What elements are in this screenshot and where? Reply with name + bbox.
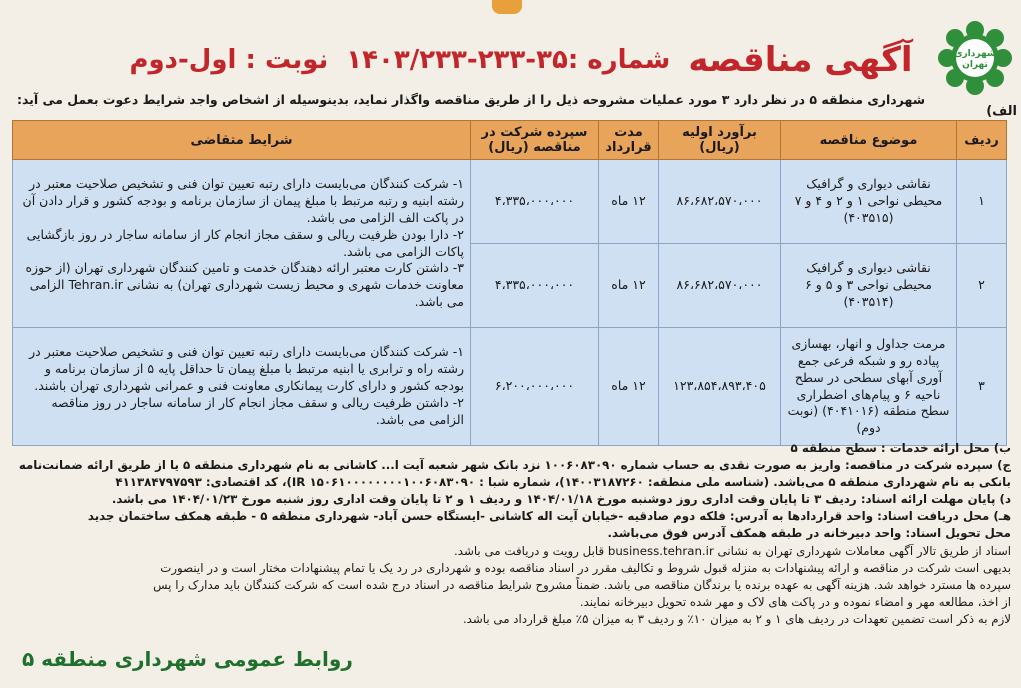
svg-text:تهران: تهران xyxy=(962,60,988,70)
row-conditions-shared: ۱- شرکت کنندگان می‌بایست دارای رتبه تعیین توان فنی و تشخیص صلاحیت معتبر در رشته ابنیه و رتبه مرتبط با مبلغ پیمان از سازمان برنامه و بودجه کشور و قرار دادن آن در پاکت الف الزامی می باشد. ۲- دارا بودن ظرفیت ریالی و سقف مجاز انجام کار از سامانه ساجار در روز بازگشایی پاکات الزامی می باشد. ۳- داشتن کارت معتبر ارائه دهندگان خدمت و تامین کنندگان شهرداری تهران (از حوزه معاونت خدمات شهری و محیط زیست شهرداری تهران) به نشانی Tehran.ir الزامی می باشد. xyxy=(13,160,471,328)
col-header-deposit: سپرده شرکت در مناقصه (ریال) xyxy=(471,121,599,160)
terms-line3: از اخذ، مطالعه مهر و امضاء نموده و در پاکت های لاک و مهر شده تحویل دبیرخانه نمایند. xyxy=(579,594,1011,609)
col-header-estimate: برآورد اولیه (ریال) xyxy=(659,121,781,160)
row-estimate: ۸۶،۶۸۲،۵۷۰،۰۰۰ xyxy=(659,160,781,244)
guarantee-note: لازم به ذکر است تضمین تعهدات در ردیف های ۱ و ۲ به میزان ۱۰٪ و ردیف ۳ به میزان ۵٪ مبلغ قرارداد می باشد. xyxy=(462,611,1011,626)
svg-text:شهرداری: شهرداری xyxy=(954,49,996,59)
row-duration: ۱۲ ماه xyxy=(599,160,659,244)
row-duration: ۱۲ ماه xyxy=(599,244,659,328)
public-relations-signoff: روابط عمومی شهرداری منطقه ۵ xyxy=(22,647,353,671)
row-num: ۳ xyxy=(957,328,1007,446)
footer-terms xyxy=(11,440,1011,628)
tender-table xyxy=(12,120,1007,446)
deadline-info: د) پایان مهلت ارائه اسناد: ردیف ۳ تا پایان وقت اداری روز دوشنبه مورخ ۱۴۰۴/۰۱/۱۸ و ردیف ۱ و ۲ تا پایان وقت اداری روز شنبه مورخ ۱۴۰۴/۰۱/۲۳ می باشد. xyxy=(111,492,1011,507)
table-header-row xyxy=(13,121,1007,160)
page-tab-marker xyxy=(492,0,522,14)
tehran-municipality-logo xyxy=(937,20,1013,96)
row-subject: مرمت جداول و انهار، بهسازی پیاده رو و شبکه فرعی جمع آوری آبهای سطحی در سطح ناحیه ۶ و پیام‌های اضطراری سطح منطقه (۴۰۴۱۰۱۶) (نوبت دوم) xyxy=(781,328,957,446)
table-row xyxy=(13,328,1007,446)
row-estimate: ۱۲۳،۸۵۴،۸۹۳،۴۰۵ xyxy=(659,328,781,446)
row-subject: نقاشی دیواری و گرافیک محیطی نواحی ۳ و ۵ و ۶ (۴۰۳۵۱۴) xyxy=(781,244,957,328)
row-duration: ۱۲ ماه xyxy=(599,328,659,446)
col-header-duration: مدت قرارداد xyxy=(599,121,659,160)
service-location: ب) محل ارائه خدمات : سطح منطقه ۵ xyxy=(790,441,1011,455)
table-row xyxy=(13,160,1007,244)
tender-round: نوبت : اول-دوم xyxy=(129,45,329,75)
row-num: ۱ xyxy=(957,160,1007,244)
deposit-info-line2: بانکی به نام شهرداری منطقه ۵ می‌باشد. (شناسه ملی منطقه: ۱۴۰۰۳۱۸۷۲۶۰)، شماره شبا : IR ۱۵۰۶۱۰۰۰۰۰۰۰۰۱۰۰۶۰۸۳۰۹۰)، کد اقتصادی: ۴۱۱۳۸۴۷۹۷۵۹۳ xyxy=(115,475,1011,490)
col-header-row-num: ردیف xyxy=(957,121,1007,160)
pickup-address: هـ) محل دریافت اسناد: واحد قراردادها به آدرس: فلکه دوم صادقیه -خیابان آیت اله کاشانی -ایستگاه حسن آباد- شهرداری منطقه ۵ - طبقه همکف ساختمان جدید xyxy=(87,509,1011,524)
col-header-conditions: شرایط متقاضی xyxy=(13,121,471,160)
intro-text: شهرداری منطقه ۵ در نظر دارد ۳ مورد عملیات مشروحه ذیل را از طریق مناقصه واگذار نماید، بدینوسیله از اشخاص واجد شرایط دعوت بعمل می آید: xyxy=(16,92,925,107)
tender-number: شماره :۳۵-۲۳۳-۱۴۰۳/۲۳۳ xyxy=(346,45,671,75)
row-estimate: ۸۶،۶۸۲،۵۷۰،۰۰۰ xyxy=(659,244,781,328)
col-header-subject: موضوع مناقصه xyxy=(781,121,957,160)
section-a-label: الف) xyxy=(986,104,1017,119)
deposit-info-line1: ج) سپرده شرکت در مناقصه: واریز به صورت نقدی به حساب شماره ۱۰۰۶۰۸۳۰۹۰ نزد بانک شهر شعبه آیت ا... کاشانی به نام شهرداری منطقه ۵ یا از طریق ارائه ضمانت‌نامه xyxy=(18,458,1011,473)
delivery-location: محل تحویل اسناد: واحد دبیرخانه در طبقه همکف آدرس فوق می‌باشد. xyxy=(607,526,1011,541)
terms-line2: سپرده ها مسترد خواهد شد. هزینه آگهی به عهده برنده یا برندگان مناقصه می باشد. ضمناً مشروح شرایط مناقصه در اسناد درج شده است که شرکت کنندگان باید مدارک را پس xyxy=(153,577,1011,592)
row-subject: نقاشی دیواری و گرافیک محیطی نواحی ۱ و ۲ و ۴ و ۷ (۴۰۳۵۱۵) xyxy=(781,160,957,244)
documents-link-text: اسناد از طریق تالار آگهی معاملات شهرداری تهران به نشانی business.tehran.ir قابل رویت و دریافت می باشد. xyxy=(454,543,1011,558)
row-conditions: ۱- شرکت کنندگان می‌بایست دارای رتبه تعیین توان فنی و تشخیص صلاحیت معتبر در رشته راه و ترابری یا ابنیه مرتبط با مبلغ پیمان تا حداقل پایه ۵ از سازمان برنامه و بودجه کشور و دارای کارت پیمانکاری معاونت فنی و عمرانی شهرداری تهران باشند. ۲- داشتن ظرفیت ریالی و سقف مجاز انجام کار از سامانه ساجار در روز مناقصه الزامی می باشد. xyxy=(13,328,471,446)
terms-line1: بدیهی است شرکت در مناقصه و ارائه پیشنهادات به منزله قبول شروط و تکالیف مقرر در اسناد مناقصه بوده و شهرداری در رد یک یا تمام پیشنهادات مختار است و در اینصورت xyxy=(160,560,1011,575)
title-row xyxy=(121,34,921,86)
row-num: ۲ xyxy=(957,244,1007,328)
page-title: آگهی مناقصه xyxy=(688,40,913,80)
row-deposit: ۴،۳۳۵،۰۰۰،۰۰۰ xyxy=(471,160,599,244)
row-deposit: ۶،۲۰۰،۰۰۰،۰۰۰ xyxy=(471,328,599,446)
row-deposit: ۴،۳۳۵،۰۰۰،۰۰۰ xyxy=(471,244,599,328)
